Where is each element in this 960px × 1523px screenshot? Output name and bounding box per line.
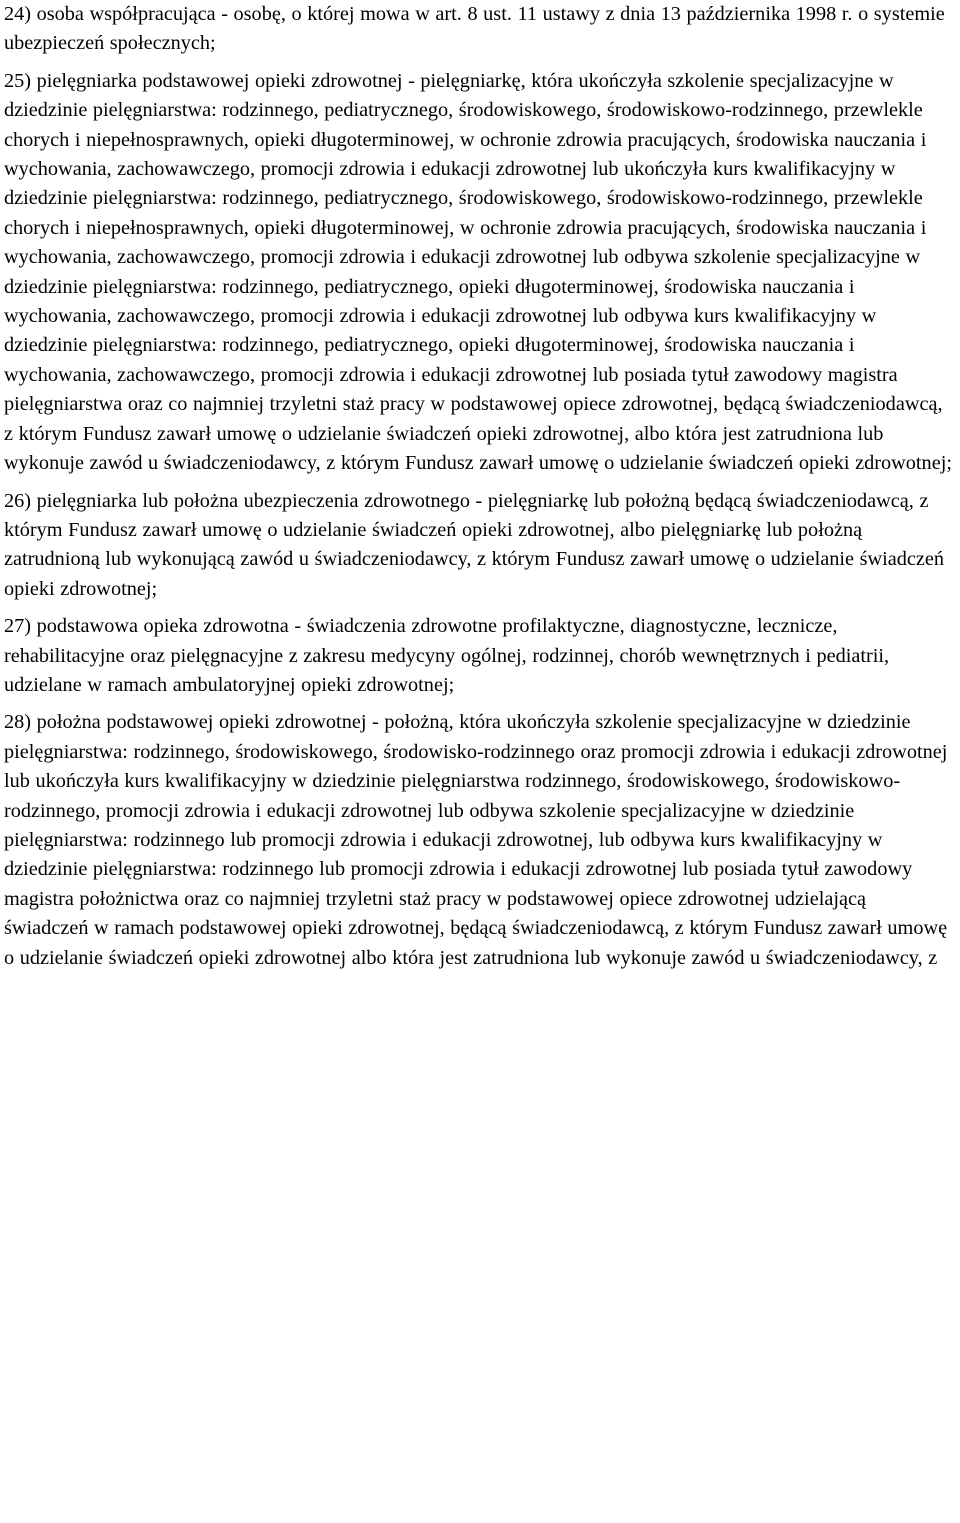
paragraph-item-28: 28) położna podstawowej opieki zdrowotnej - położną, która ukończyła szkolenie specjalizacyjne w dziedzinie pielęgniarstwa: rodzinnego, środowiskowego, środowisko-rodzinnego oraz promocji zdrowia i edukacji zdrowotnej lub ukończyła kurs kwalifikacyjny w dziedzinie pielęgniarstwa rodzinnego, środowiskowego, środowiskowo-rodzinnego, promocji zdrowia i edukacji zdrowotnej lub odbywa szkolenie specjalizacyjne w dziedzinie pielęgniarstwa: rodzinnego lub promocji zdrowia i edukacji zdrowotnej, lub odbywa kurs kwalifikacyjny w dziedzinie pielęgniarstwa: rodzinnego lub promocji zdrowia i edukacji zdrowotnej lub posiada tytuł zawodowy magistra położnictwa oraz co najmniej trzyletni staż pracy w podstawowej opiece zdrowotnej udzielającą świadczeń w ramach podstawowej opieki zdrowotnej, będącą świadczeniodawcą, z którym Fundusz zawarł umowę o udzielanie świadczeń opieki zdrowotnej albo która jest zatrudniona lub wykonuje zawód u świadczeniodawcy, z	[4, 711, 948, 969]
paragraph-item-24: 24) osoba współpracująca - osobę, o której mowa w art. 8 ust. 11 ustawy z dnia 13 października 1998 r. o systemie ubezpieczeń społecznych;	[4, 3, 945, 55]
paragraph-item-27: 27) podstawowa opieka zdrowotna - świadczenia zdrowotne profilaktyczne, diagnostyczne, lecznicze, rehabilitacyjne oraz pielęgnacyjne z zakresu medycyny ogólnej, rodzinnej, chorób wewnętrznych i pediatrii, udzielane w ramach ambulatoryjnej opieki zdrowotnej;	[4, 615, 890, 696]
paragraph-item-25: 25) pielęgniarka podstawowej opieki zdrowotnej - pielęgniarkę, która ukończyła szkolenie specjalizacyjne w dziedzinie pielęgniarstwa: rodzinnego, pediatrycznego, środowiskowego, środowiskowo-rodzinnego, przewlekle chorych i niepełnosprawnych, opieki długoterminowej, w ochronie zdrowia pracujących, środowiska nauczania i wychowania, zachowawczego, promocji zdrowia i edukacji zdrowotnej lub ukończyła kurs kwalifikacyjny w dziedzinie pielęgniarstwa: rodzinnego, pediatrycznego, środowiskowego, środowiskowo-rodzinnego, przewlekle chorych i niepełnosprawnych, opieki długoterminowej, w ochronie zdrowia pracujących, środowiska nauczania i wychowania, zachowawczego, promocji zdrowia i edukacji zdrowotnej lub odbywa szkolenie specjalizacyjne w dziedzinie pielęgniarstwa: rodzinnego, pediatrycznego, opieki długoterminowej, środowiska nauczania i wychowania, zachowawczego, promocji zdrowia i edukacji zdrowotnej lub odbywa kurs kwalifikacyjny w dziedzinie pielęgniarstwa: rodzinnego, pediatrycznego, opieki długoterminowej, środowiska nauczania i wychowania, zachowawczego, promocji zdrowia i edukacji zdrowotnej lub posiada tytuł zawodowy magistra pielęgniarstwa oraz co najmniej trzyletni staż pracy w podstawowej opiece zdrowotnej, będącą świadczeniodawcą, z którym Fundusz zawarł umowę o udzielanie świadczeń opieki zdrowotnej, albo która jest zatrudniona lub wykonuje zawód u świadczeniodawcy, z którym Fundusz zawarł umowę o udzielanie świadczeń opieki zdrowotnej;	[4, 69, 952, 475]
paragraph-item-26: 26) pielęgniarka lub położna ubezpieczenia zdrowotnego - pielęgniarkę lub położną będącą świadczeniodawcą, z którym Fundusz zawarł umowę o udzielanie świadczeń opieki zdrowotnej, albo pielęgniarkę lub położną zatrudnioną lub wykonującą zawód u świadczeniodawcy, z którym Fundusz zawarł umowę o udzielanie świadczeń opieki zdrowotnej;	[4, 489, 945, 600]
